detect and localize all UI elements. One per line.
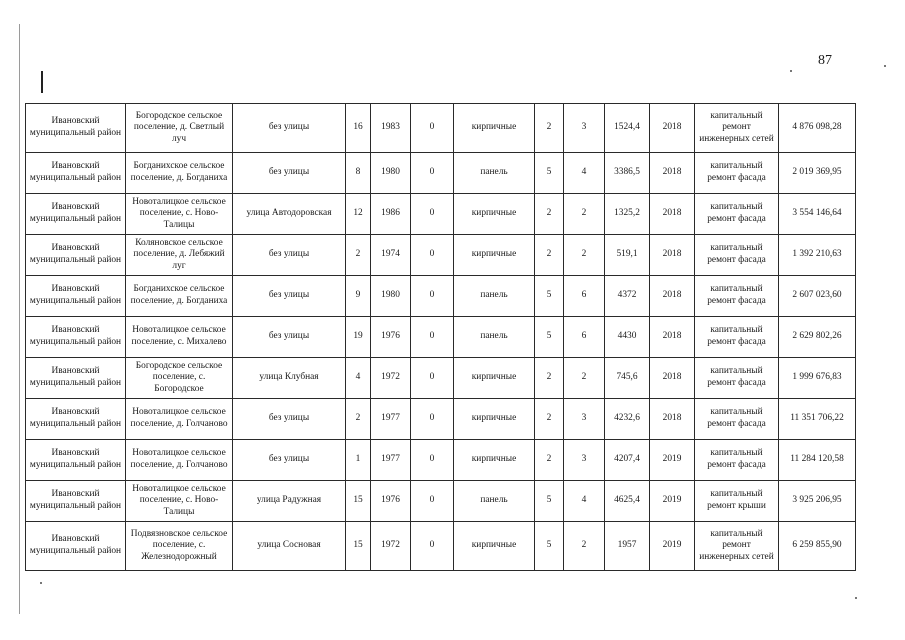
district-cell: Ивановский муниципальный район: [26, 522, 126, 571]
table-row: [26, 399, 856, 440]
work-type-cell: капитальный ремонт крыши: [695, 481, 779, 522]
entrances-cell: 3: [564, 104, 605, 153]
plan-year-cell: 2018: [650, 276, 695, 317]
table-row: [26, 104, 856, 153]
house-number-cell: 2: [346, 235, 371, 276]
table-row: [26, 153, 856, 194]
work-type-cell: капитальный ремонт фасада: [695, 235, 779, 276]
house-number-cell: 12: [346, 194, 371, 235]
entrances-cell: 3: [564, 399, 605, 440]
zero-cell: 0: [411, 481, 454, 522]
table-row: [26, 358, 856, 399]
scan-speck: [790, 70, 792, 72]
street-cell: без улицы: [233, 104, 346, 153]
street-cell: без улицы: [233, 153, 346, 194]
zero-cell: 0: [411, 276, 454, 317]
table-row: [26, 522, 856, 571]
floors-cell: 5: [535, 276, 564, 317]
entrances-cell: 2: [564, 522, 605, 571]
cost-cell: 1 392 210,63: [779, 235, 856, 276]
wall-material-cell: панель: [454, 481, 535, 522]
build-year-cell: 1972: [371, 358, 411, 399]
cost-cell: 4 876 098,28: [779, 104, 856, 153]
scan-speck: [40, 582, 42, 584]
street-cell: улица Радужная: [233, 481, 346, 522]
cost-cell: 2 629 802,26: [779, 317, 856, 358]
settlement-cell: Богородское сельское поселение, с. Богородское: [126, 358, 233, 399]
district-cell: Ивановский муниципальный район: [26, 194, 126, 235]
street-cell: улица Автодоровская: [233, 194, 346, 235]
settlement-cell: Новоталицкое сельское поселение, с. Ново-Талицы: [126, 481, 233, 522]
plan-year-cell: 2018: [650, 235, 695, 276]
build-year-cell: 1974: [371, 235, 411, 276]
scan-margin-line: [19, 24, 20, 614]
wall-material-cell: панель: [454, 276, 535, 317]
entrances-cell: 4: [564, 481, 605, 522]
area-cell: 4430: [605, 317, 650, 358]
build-year-cell: 1980: [371, 276, 411, 317]
zero-cell: 0: [411, 399, 454, 440]
area-cell: 4207,4: [605, 440, 650, 481]
build-year-cell: 1983: [371, 104, 411, 153]
settlement-cell: Коляновское сельское поселение, д. Лебяжий луг: [126, 235, 233, 276]
build-year-cell: 1977: [371, 399, 411, 440]
table-row: [26, 276, 856, 317]
house-number-cell: 9: [346, 276, 371, 317]
cost-cell: 3 554 146,64: [779, 194, 856, 235]
street-cell: без улицы: [233, 399, 346, 440]
plan-year-cell: 2018: [650, 317, 695, 358]
cost-cell: 6 259 855,90: [779, 522, 856, 571]
housing-repair-table: [25, 103, 856, 571]
district-cell: Ивановский муниципальный район: [26, 276, 126, 317]
street-cell: без улицы: [233, 317, 346, 358]
wall-material-cell: кирпичные: [454, 358, 535, 399]
area-cell: 4372: [605, 276, 650, 317]
floors-cell: 5: [535, 153, 564, 194]
district-cell: Ивановский муниципальный район: [26, 104, 126, 153]
district-cell: Ивановский муниципальный район: [26, 317, 126, 358]
settlement-cell: Новоталицкое сельское поселение, д. Голчаново: [126, 440, 233, 481]
scan-speck: [884, 65, 886, 67]
work-type-cell: капитальный ремонт фасада: [695, 194, 779, 235]
wall-material-cell: кирпичные: [454, 399, 535, 440]
build-year-cell: 1986: [371, 194, 411, 235]
entrances-cell: 2: [564, 194, 605, 235]
cost-cell: 2 019 369,95: [779, 153, 856, 194]
zero-cell: 0: [411, 358, 454, 399]
house-number-cell: 4: [346, 358, 371, 399]
wall-material-cell: кирпичные: [454, 104, 535, 153]
street-cell: улица Клубная: [233, 358, 346, 399]
district-cell: Ивановский муниципальный район: [26, 153, 126, 194]
area-cell: 1957: [605, 522, 650, 571]
table-row: [26, 317, 856, 358]
zero-cell: 0: [411, 235, 454, 276]
house-number-cell: 15: [346, 481, 371, 522]
house-number-cell: 1: [346, 440, 371, 481]
entrances-cell: 2: [564, 235, 605, 276]
plan-year-cell: 2019: [650, 522, 695, 571]
street-cell: без улицы: [233, 276, 346, 317]
floors-cell: 5: [535, 317, 564, 358]
work-type-cell: капитальный ремонт фасада: [695, 153, 779, 194]
floors-cell: 5: [535, 522, 564, 571]
zero-cell: 0: [411, 153, 454, 194]
wall-material-cell: кирпичные: [454, 522, 535, 571]
settlement-cell: Новоталицкое сельское поселение, с. Ново-Талицы: [126, 194, 233, 235]
table-row: [26, 194, 856, 235]
area-cell: 1524,4: [605, 104, 650, 153]
cost-cell: 1 999 676,83: [779, 358, 856, 399]
entrances-cell: 6: [564, 276, 605, 317]
wall-material-cell: кирпичные: [454, 235, 535, 276]
work-type-cell: капитальный ремонт фасада: [695, 399, 779, 440]
entrances-cell: 2: [564, 358, 605, 399]
cost-cell: 2 607 023,60: [779, 276, 856, 317]
floors-cell: 2: [535, 399, 564, 440]
house-number-cell: 16: [346, 104, 371, 153]
house-number-cell: 2: [346, 399, 371, 440]
zero-cell: 0: [411, 104, 454, 153]
plan-year-cell: 2019: [650, 440, 695, 481]
district-cell: Ивановский муниципальный район: [26, 235, 126, 276]
settlement-cell: Богородское сельское поселение, д. Светлый луч: [126, 104, 233, 153]
area-cell: 1325,2: [605, 194, 650, 235]
wall-material-cell: кирпичные: [454, 194, 535, 235]
wall-material-cell: панель: [454, 317, 535, 358]
entrances-cell: 3: [564, 440, 605, 481]
page-number: 87: [818, 53, 832, 68]
work-type-cell: капитальный ремонт фасада: [695, 440, 779, 481]
work-type-cell: капитальный ремонт фасада: [695, 358, 779, 399]
house-number-cell: 8: [346, 153, 371, 194]
wall-material-cell: панель: [454, 153, 535, 194]
area-cell: 4232,6: [605, 399, 650, 440]
plan-year-cell: 2018: [650, 399, 695, 440]
floors-cell: 2: [535, 358, 564, 399]
plan-year-cell: 2018: [650, 358, 695, 399]
plan-year-cell: 2019: [650, 481, 695, 522]
work-type-cell: капитальный ремонт фасада: [695, 317, 779, 358]
zero-cell: 0: [411, 317, 454, 358]
street-cell: без улицы: [233, 235, 346, 276]
cost-cell: 11 351 706,22: [779, 399, 856, 440]
area-cell: 3386,5: [605, 153, 650, 194]
house-number-cell: 19: [346, 317, 371, 358]
floors-cell: 2: [535, 235, 564, 276]
table-row: [26, 440, 856, 481]
cost-cell: 3 925 206,95: [779, 481, 856, 522]
district-cell: Ивановский муниципальный район: [26, 399, 126, 440]
entrances-cell: 6: [564, 317, 605, 358]
plan-year-cell: 2018: [650, 153, 695, 194]
area-cell: 745,6: [605, 358, 650, 399]
house-number-cell: 15: [346, 522, 371, 571]
build-year-cell: 1972: [371, 522, 411, 571]
floors-cell: 5: [535, 481, 564, 522]
street-cell: без улицы: [233, 440, 346, 481]
settlement-cell: Богданихское сельское поселение, д. Богданиха: [126, 153, 233, 194]
street-cell: улица Сосновая: [233, 522, 346, 571]
plan-year-cell: 2018: [650, 194, 695, 235]
settlement-cell: Новоталицкое сельское поселение, д. Голчаново: [126, 399, 233, 440]
plan-year-cell: 2018: [650, 104, 695, 153]
build-year-cell: 1980: [371, 153, 411, 194]
area-cell: 4625,4: [605, 481, 650, 522]
settlement-cell: Богданихское сельское поселение, д. Богданиха: [126, 276, 233, 317]
cost-cell: 11 284 120,58: [779, 440, 856, 481]
floors-cell: 2: [535, 440, 564, 481]
floors-cell: 2: [535, 194, 564, 235]
zero-cell: 0: [411, 522, 454, 571]
area-cell: 519,1: [605, 235, 650, 276]
scan-margin-mark: [41, 71, 43, 93]
table-row: [26, 481, 856, 522]
build-year-cell: 1976: [371, 481, 411, 522]
settlement-cell: Новоталицкое сельское поселение, с. Михалево: [126, 317, 233, 358]
zero-cell: 0: [411, 440, 454, 481]
build-year-cell: 1977: [371, 440, 411, 481]
zero-cell: 0: [411, 194, 454, 235]
work-type-cell: капитальный ремонт инженерных сетей: [695, 104, 779, 153]
work-type-cell: капитальный ремонт фасада: [695, 276, 779, 317]
district-cell: Ивановский муниципальный район: [26, 440, 126, 481]
work-type-cell: капитальный ремонт инженерных сетей: [695, 522, 779, 571]
entrances-cell: 4: [564, 153, 605, 194]
table-row: [26, 235, 856, 276]
build-year-cell: 1976: [371, 317, 411, 358]
settlement-cell: Подвязновское сельское поселение, с. Железнодорожный: [126, 522, 233, 571]
wall-material-cell: кирпичные: [454, 440, 535, 481]
floors-cell: 2: [535, 104, 564, 153]
district-cell: Ивановский муниципальный район: [26, 358, 126, 399]
scan-speck: [855, 597, 857, 599]
district-cell: Ивановский муниципальный район: [26, 481, 126, 522]
